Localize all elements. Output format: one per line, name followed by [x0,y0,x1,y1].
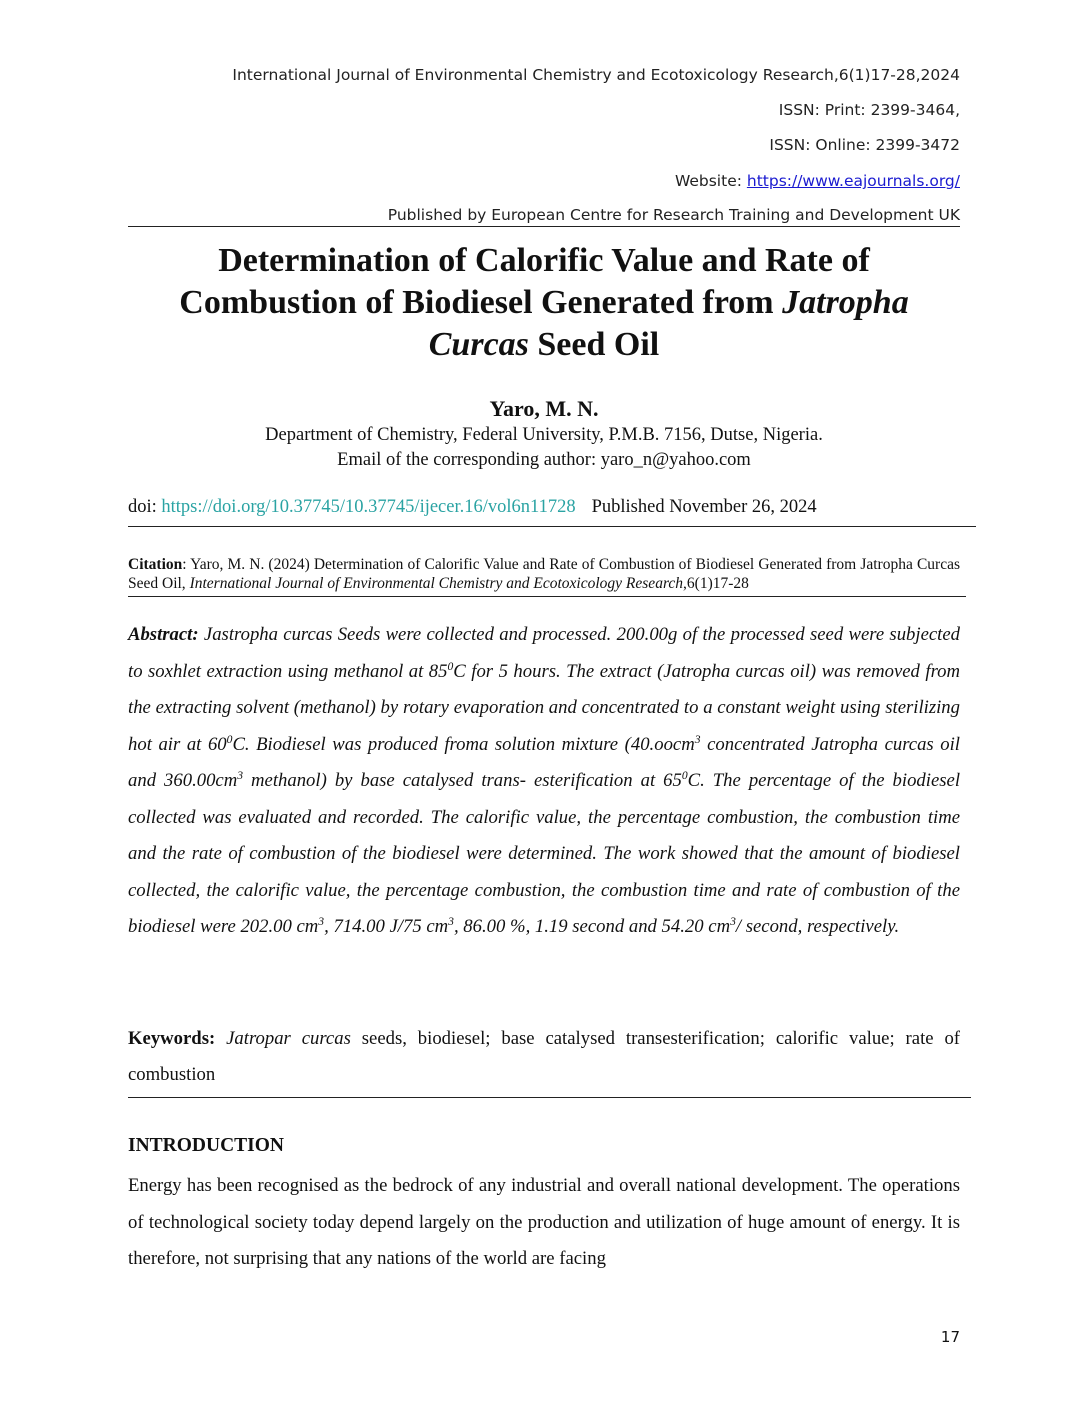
keywords-label: Keywords: [128,1028,216,1049]
doi-link[interactable]: https://doi.org/10.37745/10.37745/ijecer.16/vol6n11728 [161,497,576,517]
citation-block: Citation: Yaro, M. N. (2024) Determination of Calorific Value and Rate of Combustion of Biodiesel Generated from Jatropha Curcas Seed Oil, International Journal of Environmental Chemistry and Ecotoxicology Research,6(1)17-28 [128,556,960,592]
issn-online: ISSN: Online: 2399-3472 [769,136,960,154]
citation-label: Citation [128,556,183,573]
journal-header: International Journal of Environmental Chemistry and Ecotoxicology Research,6(1)17-28,2024 [232,66,960,84]
abstract-label: Abstract: [128,624,199,645]
doi-label: doi: [128,497,162,517]
issn-print: ISSN: Print: 2399-3464, [778,101,960,119]
author-name: Yaro, M. N. [489,396,599,421]
published-date: Published November 26, 2024 [591,497,817,517]
website-line [675,172,960,190]
doi-divider [128,526,976,527]
website-label: Website: [674,172,747,190]
keywords-block: Keywords: Jatropar curcas seeds, biodiesel; base catalysed transesterification; calorific value; rate of combustion [128,1028,961,1085]
doi-line [128,497,960,518]
introduction-paragraph: Energy has been recognised as the bedrock of any industrial and overall national development. The operations of technological society today depend largely on the production and utilization of huge amount of energy. It is therefore, not surprising that any nations of the world are facing [128,1175,960,1269]
section-heading-introduction: INTRODUCTION [128,1135,285,1156]
page-number: 17 [940,1328,960,1346]
author-email: Email of the corresponding author: yaro_n@yahoo.com [337,450,751,470]
keywords-divider [128,1097,971,1098]
title-line-1: Determination of Calorific Value and Rate of [218,242,870,279]
title-line-2: Combustion of Biodiesel Generated from Jatropha [179,284,909,321]
header-divider [128,226,960,227]
publisher-line: Published by European Centre for Research Training and Development UK [387,206,960,224]
paper-title [128,240,960,366]
author-affiliation: Department of Chemistry, Federal University, P.M.B. 7156, Dutse, Nigeria. [265,425,823,445]
title-line-3: Curcas Seed Oil [428,326,660,363]
website-link[interactable]: https://www.eajournals.org/ [746,172,960,190]
abstract-block: Abstract: Jastropha curcas Seeds were collected and processed. 200.00g of the processed seed were subjected to soxhlet extraction using methanol at $85^0C$ for 5 hours. The extract (Jatropha curcas oil) was removed from the extracting solvent (methanol) by rotary evaporation and concentrated to a constant weight using sterilizing hot air at $60^0C$. Biodiesel was produced froma solution mixture (40.oocm$^3$ concentrated Jatropha curcas oil and $360.00cm^3$ methanol) by base catalysed trans- esterification at $65^0C$. The percentage of the biodiesel collected was evaluated and recorded. The calorific value, the percentage combustion, the combustion time and the rate of combustion of the biodiesel were determined. The work showed that the amount of biodiesel collected, the calorific value, the percentage combustion, the combustion time and rate of combustion of the biodiesel were 202.00 $cm^3$, 714.00 J/75 $cm^3$, 86.00 %, 1.19 second and 54.20 $cm^3/$ second, respectively. [128,624,961,937]
citation-divider [128,596,966,597]
